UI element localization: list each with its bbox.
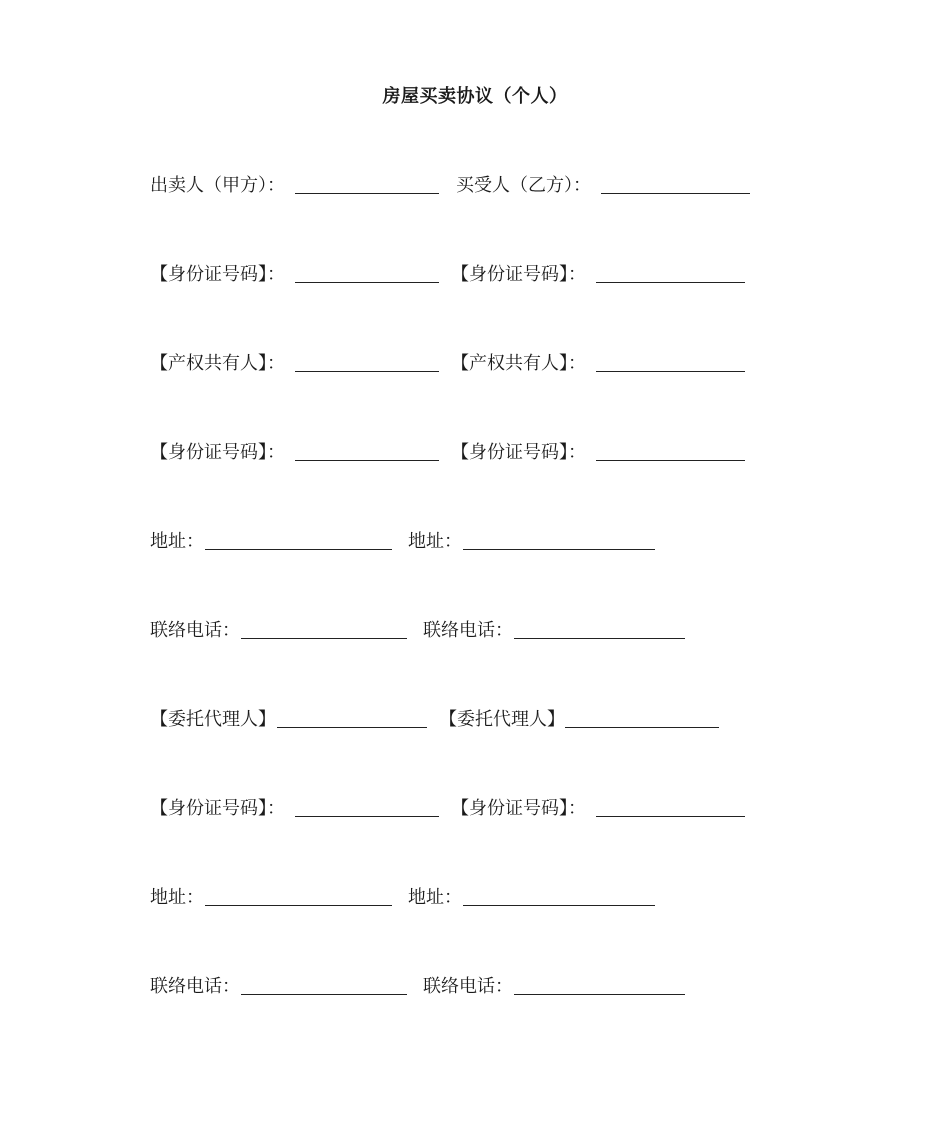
document-title: 房屋买卖协议（个人） bbox=[382, 86, 568, 107]
seller-agent-address-field[interactable] bbox=[205, 905, 392, 906]
buyer-co-owner-id-field[interactable] bbox=[596, 460, 745, 461]
buyer-id-field[interactable] bbox=[596, 282, 745, 283]
co-owner-row bbox=[0, 350, 950, 378]
buyer-agent-phone-field[interactable] bbox=[514, 994, 685, 995]
seller-agent-id-field[interactable] bbox=[295, 816, 439, 817]
seller-agent-phone-field[interactable] bbox=[241, 994, 407, 995]
seller-id-field[interactable] bbox=[295, 282, 439, 283]
co-owner-id-row bbox=[0, 439, 950, 467]
seller-name-field[interactable] bbox=[295, 193, 439, 194]
seller-agent-phone-label: 联络电话： bbox=[150, 976, 240, 997]
buyer-co-owner-label: 【产权共有人】： bbox=[451, 353, 586, 374]
buyer-agent-field[interactable] bbox=[565, 727, 719, 728]
seller-co-owner-field[interactable] bbox=[295, 371, 439, 372]
agent-phone-row bbox=[0, 973, 950, 1001]
seller-phone-field[interactable] bbox=[241, 638, 407, 639]
address-row bbox=[0, 528, 950, 556]
agent-row bbox=[0, 706, 950, 734]
buyer-address-label: 地址： bbox=[408, 531, 462, 552]
phone-row bbox=[0, 617, 950, 645]
seller-co-owner-label: 【产权共有人】： bbox=[150, 353, 285, 374]
id-row bbox=[0, 261, 950, 289]
buyer-address-field[interactable] bbox=[463, 549, 655, 550]
buyer-agent-phone-label: 联络电话： bbox=[423, 976, 513, 997]
buyer-agent-address-label: 地址： bbox=[408, 887, 462, 908]
buyer-label: 买受人（乙方）： bbox=[456, 175, 591, 196]
seller-co-owner-id-field[interactable] bbox=[295, 460, 439, 461]
seller-address-field[interactable] bbox=[205, 549, 392, 550]
seller-address-label: 地址： bbox=[150, 531, 204, 552]
buyer-agent-label: 【委托代理人】 bbox=[439, 709, 565, 730]
agent-id-row bbox=[0, 795, 950, 823]
seller-agent-address-label: 地址： bbox=[150, 887, 204, 908]
party-row bbox=[0, 172, 950, 200]
buyer-agent-id-field[interactable] bbox=[596, 816, 745, 817]
seller-label: 出卖人（甲方）： bbox=[150, 175, 285, 196]
seller-agent-label: 【委托代理人】 bbox=[150, 709, 276, 730]
agent-address-row bbox=[0, 884, 950, 912]
seller-co-owner-id-label: 【身份证号码】： bbox=[150, 442, 285, 463]
buyer-agent-id-label: 【身份证号码】： bbox=[451, 798, 586, 819]
seller-id-label: 【身份证号码】： bbox=[150, 264, 285, 285]
buyer-phone-field[interactable] bbox=[514, 638, 685, 639]
buyer-co-owner-field[interactable] bbox=[596, 371, 745, 372]
buyer-phone-label: 联络电话： bbox=[423, 620, 513, 641]
seller-phone-label: 联络电话： bbox=[150, 620, 240, 641]
seller-agent-id-label: 【身份证号码】： bbox=[150, 798, 285, 819]
seller-agent-field[interactable] bbox=[277, 727, 427, 728]
buyer-id-label: 【身份证号码】： bbox=[451, 264, 586, 285]
buyer-agent-address-field[interactable] bbox=[463, 905, 655, 906]
buyer-co-owner-id-label: 【身份证号码】： bbox=[451, 442, 586, 463]
buyer-name-field[interactable] bbox=[601, 193, 750, 194]
